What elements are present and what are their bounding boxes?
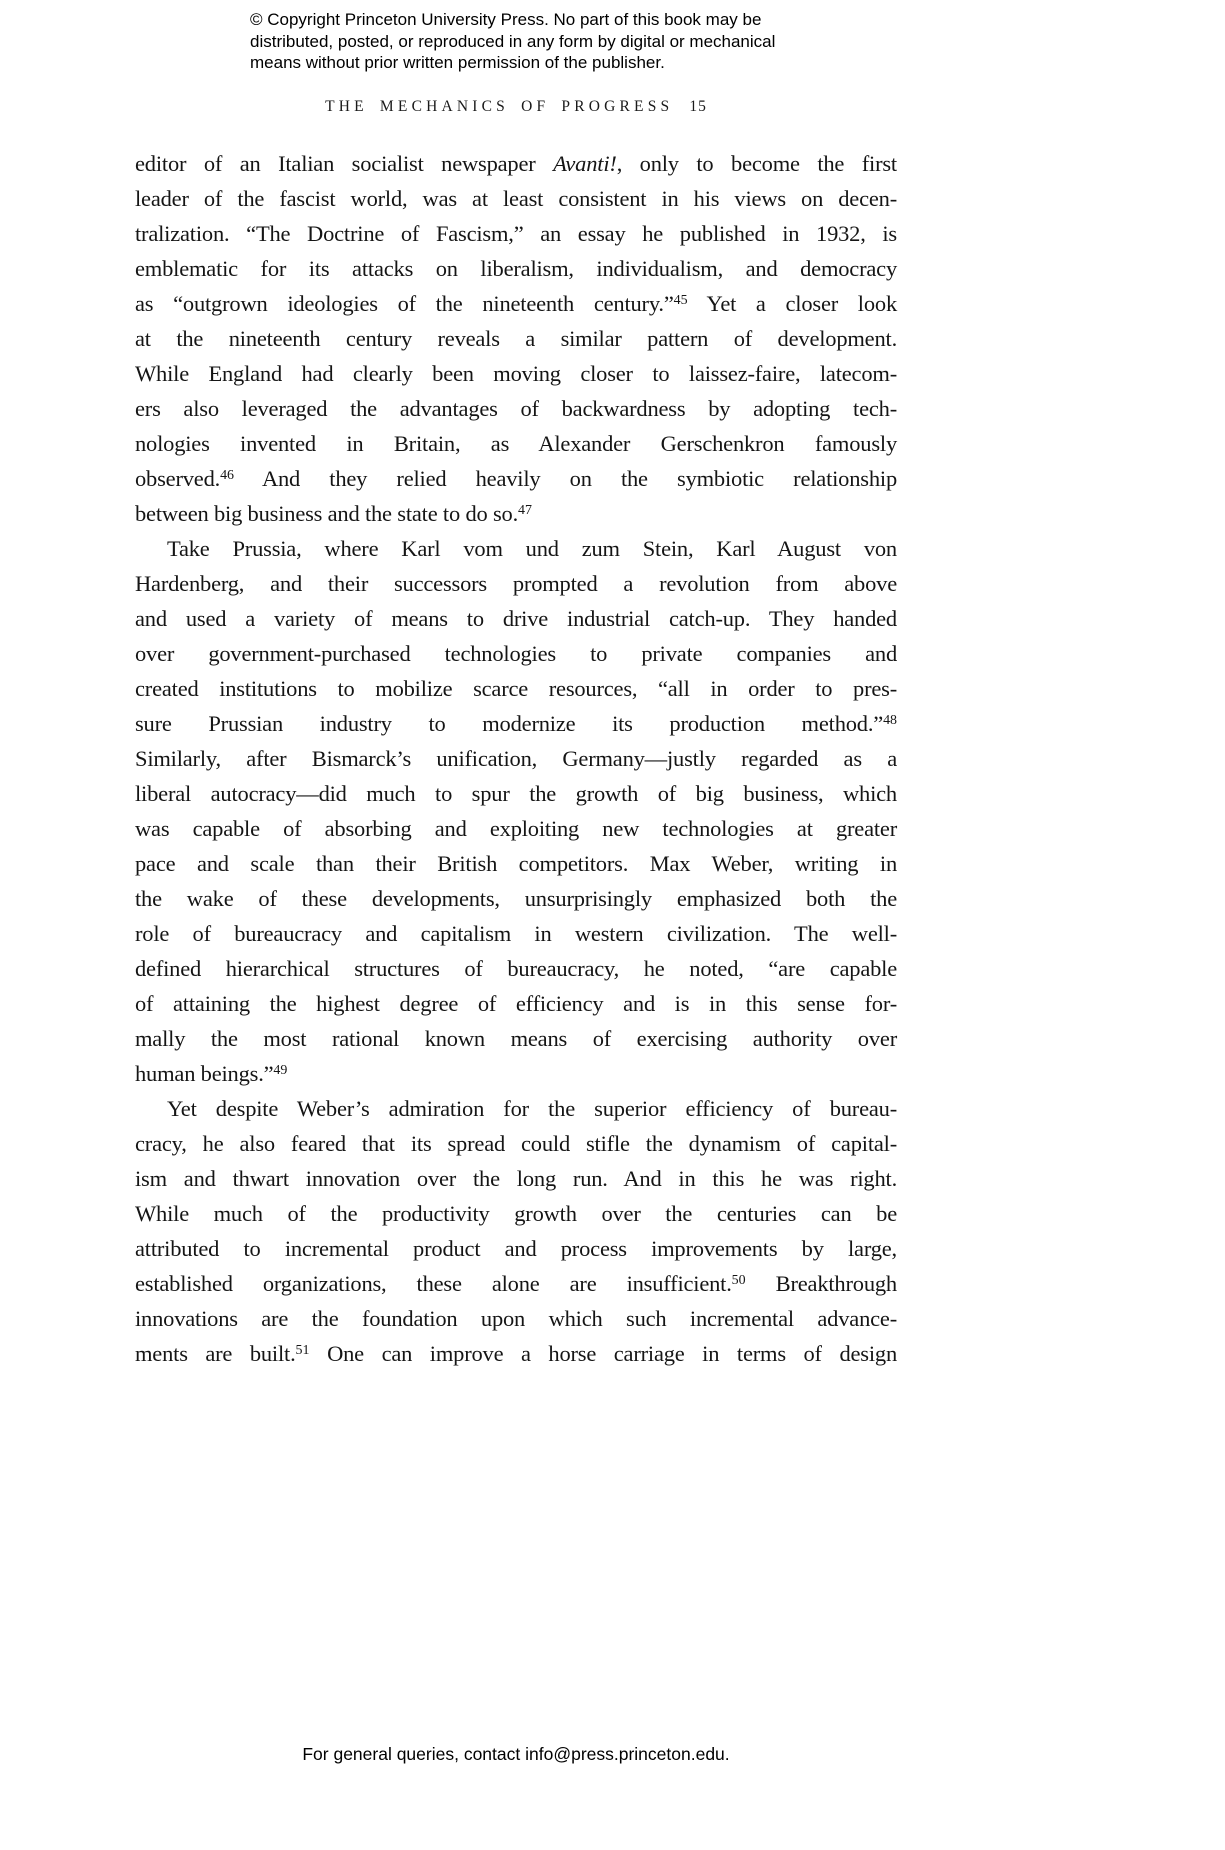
text-segment: And they relied heavily on the symbiotic relationship [234,466,897,491]
text-segment: was capable of absorbing and exploiting new technologies at greater [135,816,897,841]
footnote-reference: 50 [731,1272,746,1288]
copyright-line: distributed, posted, or reproduced in any form by digital or mechanical [250,31,776,51]
text-line [135,601,897,636]
text-line [135,461,897,496]
footnote-reference: 48 [883,712,897,728]
text-line [135,216,897,251]
text-line [135,531,897,566]
footnote-reference: 47 [518,502,532,518]
text-line [135,776,897,811]
text-segment: , only to become the first [616,151,897,176]
text-segment: established organizations, these alone are insufficient. [135,1271,732,1296]
footnote-reference: 46 [220,467,234,483]
copyright-line: means without prior written permission of the publisher. [250,53,665,72]
text-line [135,1266,897,1301]
text-segment: between big business and the state to do so. [135,501,519,526]
text-line [135,251,897,286]
text-line [135,1021,897,1056]
text-segment: editor of an Italian socialist newspaper [135,151,554,176]
copyright-notice [250,9,775,74]
text-segment: Take Prussia, where Karl vom und zum Stein, Karl August von [167,536,897,561]
text-line [135,1056,897,1091]
text-segment: emblematic for its attacks on liberalism, individualism, and democracy [135,256,897,281]
text-line [135,391,897,426]
text-line [135,1231,897,1266]
text-segment: Yet despite Weber’s admiration for the superior efficiency of bureau- [167,1096,897,1121]
text-line [135,846,897,881]
text-segment: attributed to incremental product and process improvements by large, [135,1236,897,1261]
text-line [135,181,897,216]
footnote-reference: 49 [273,1062,288,1078]
text-line [135,706,897,741]
text-segment: Yet a closer look [687,291,897,316]
footnote-reference: 45 [673,292,688,308]
text-line [135,741,897,776]
text-line [135,426,897,461]
text-segment: Similarly, after Bismarck’s unification, Germany—justly regarded as a [135,746,897,771]
text-segment: liberal autocracy—did much to spur the growth of big business, which [135,781,897,806]
text-line [135,1336,897,1371]
text-segment: human beings.” [135,1061,274,1086]
text-line [135,356,897,391]
text-line [135,1196,897,1231]
page-number: 15 [689,98,707,115]
footnote-reference: 51 [295,1342,310,1358]
text-segment: and used a variety of means to drive industrial catch-up. They handed [135,606,897,631]
text-line [135,146,897,181]
text-segment: Hardenberg, and their successors prompted a revolution from above [135,571,897,596]
running-head [135,98,897,116]
text-segment: at the nineteenth century reveals a similar pattern of development. [135,326,897,351]
text-segment: ism and thwart innovation over the long run. And in this he was right. [135,1166,897,1191]
text-segment: sure Prussian industry to modernize its production method.” [135,711,884,736]
text-segment: over government-purchased technologies to private companies and [135,641,897,666]
text-segment: nologies invented in Britain, as Alexander Gerschenkron famously [135,431,897,456]
text-segment: One can improve a horse carriage in terms of design [309,1341,897,1366]
text-line [135,951,897,986]
text-line [135,1161,897,1196]
text-line [135,1091,897,1126]
text-segment: tralization. “The Doctrine of Fascism,” an essay he published in 1932, is [135,221,897,246]
text-segment: observed. [135,466,221,491]
text-segment: ments are built. [135,1341,296,1366]
text-line [135,566,897,601]
text-segment: mally the most rational known means of exercising authority over [135,1026,897,1051]
text-line [135,636,897,671]
text-segment: as “outgrown ideologies of the nineteenth century.” [135,291,674,316]
text-line [135,986,897,1021]
text-segment: the wake of these developments, unsurprisingly emphasized both the [135,886,897,911]
page-body [135,146,897,1371]
text-segment: While England had clearly been moving closer to laissez-faire, latecom- [135,361,897,386]
text-segment: role of bureaucracy and capitalism in western civilization. The well- [135,921,897,946]
chapter-title: THE MECHANICS OF PROGRESS [325,98,674,115]
text-line [135,1126,897,1161]
text-segment: ers also leveraged the advantages of backwardness by adopting tech- [135,396,897,421]
text-segment: leader of the fascist world, was at least consistent in his views on decen- [135,186,897,211]
text-segment: innovations are the foundation upon which such incremental advance- [135,1306,897,1331]
text-line [135,881,897,916]
text-line [135,1301,897,1336]
text-segment: of attaining the highest degree of efficiency and is in this sense for- [135,991,897,1016]
text-line [135,496,897,531]
text-segment: cracy, he also feared that its spread could stifle the dynamism of capital- [135,1131,897,1156]
text-segment: defined hierarchical structures of bureaucracy, he noted, “are capable [135,956,897,981]
text-line [135,321,897,356]
text-segment: Breakthrough [745,1271,897,1296]
copyright-line: © Copyright Princeton University Press. No part of this book may be [250,10,762,29]
footer-contact: For general queries, contact info@press.princeton.edu. [302,1744,730,1764]
text-segment: created institutions to mobilize scarce resources, “all in order to pres- [135,676,897,701]
text-segment: pace and scale than their British competitors. Max Weber, writing in [135,851,897,876]
italic-text: Avanti! [553,151,617,176]
text-line [135,286,897,321]
text-segment: While much of the productivity growth over the centuries can be [135,1201,897,1226]
text-line [135,916,897,951]
text-line [135,811,897,846]
text-line [135,671,897,706]
